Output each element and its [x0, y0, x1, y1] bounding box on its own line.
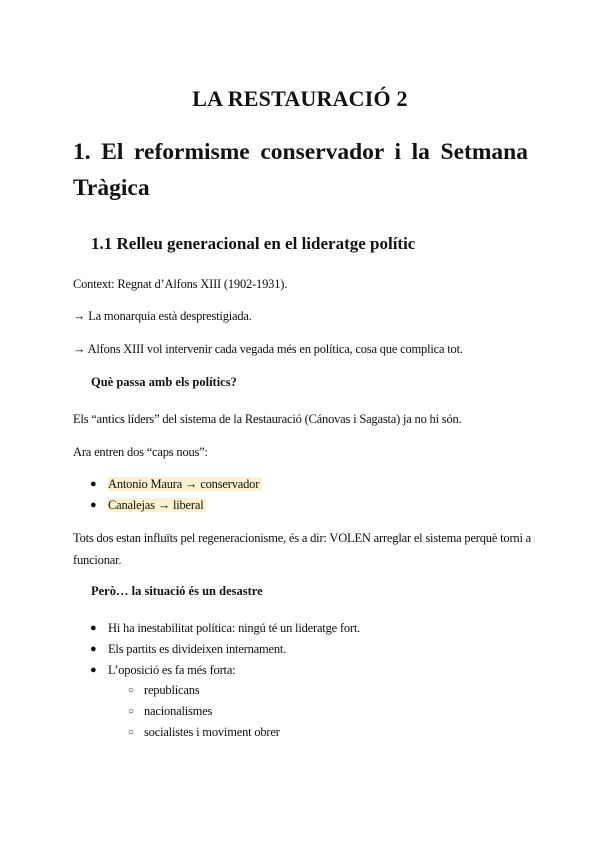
leader-canalejas: Canalejas → liberal: [108, 498, 206, 512]
problem-text: Hi ha inestabilitat política: ningú té un lideratge fort.: [108, 621, 361, 635]
problems-list: [90, 618, 360, 681]
opposition-list: [128, 680, 280, 743]
list-item: [128, 680, 280, 701]
context-paragraph: Context: Regnat d’Alfons XIII (1902-1931).: [73, 277, 288, 291]
section-heading: 1. El reformisme conservador i la Setmana Tràgica: [73, 139, 528, 201]
bullet-icon: ●: [90, 622, 97, 634]
problem-text: Els partits es divideixen internament.: [108, 642, 287, 656]
new-leaders-paragraph: Ara entren dos “caps nous”:: [73, 445, 208, 459]
politicians-question-heading: Què passa amb els polítics?: [91, 375, 237, 389]
list-item: [128, 722, 280, 743]
list-item: [90, 618, 360, 639]
bullet-icon: ●: [90, 664, 97, 676]
opposition-text: socialistes i moviment obrer: [144, 725, 280, 739]
opposition-text: nacionalismes: [144, 704, 213, 718]
leader-maura: Antonio Maura → conservador: [108, 477, 262, 491]
list-item: [90, 639, 360, 660]
subsection-heading: 1.1 Relleu generacional en el lideratge polític: [91, 234, 416, 253]
circle-bullet-icon: ○: [128, 706, 134, 717]
circle-bullet-icon: ○: [128, 727, 134, 738]
regeneracionisme-paragraph: Tots dos estan influïts pel regeneracionisme, és a dir: VOLEN arreglar el sistema perquè torni a funcionar.: [73, 531, 532, 567]
leaders-list: [90, 474, 262, 516]
list-item: [90, 474, 262, 495]
opposition-text: republicans: [144, 683, 200, 697]
list-item: [90, 660, 360, 681]
bullet-icon: ●: [90, 478, 97, 490]
document-title: LA RESTAURACIÓ 2: [192, 86, 408, 111]
circle-bullet-icon: ○: [128, 685, 134, 696]
bullet-icon: ●: [90, 643, 97, 655]
problem-text: L’oposició es fa més forta:: [108, 663, 236, 677]
alfons-paragraph: → Alfons XIII vol intervenir cada vegada més en política, cosa que complica tot.: [73, 342, 463, 356]
bullet-icon: ●: [90, 499, 97, 511]
list-item: [90, 495, 262, 516]
list-item: [128, 701, 280, 722]
monarchy-paragraph: → La monarquia està desprestigiada.: [73, 309, 252, 323]
situation-heading: Però… la situació és un desastre: [91, 584, 263, 598]
old-leaders-paragraph: Els “antics líders” del sistema de la Restauració (Cánovas i Sagasta) ja no hi són.: [73, 412, 462, 426]
